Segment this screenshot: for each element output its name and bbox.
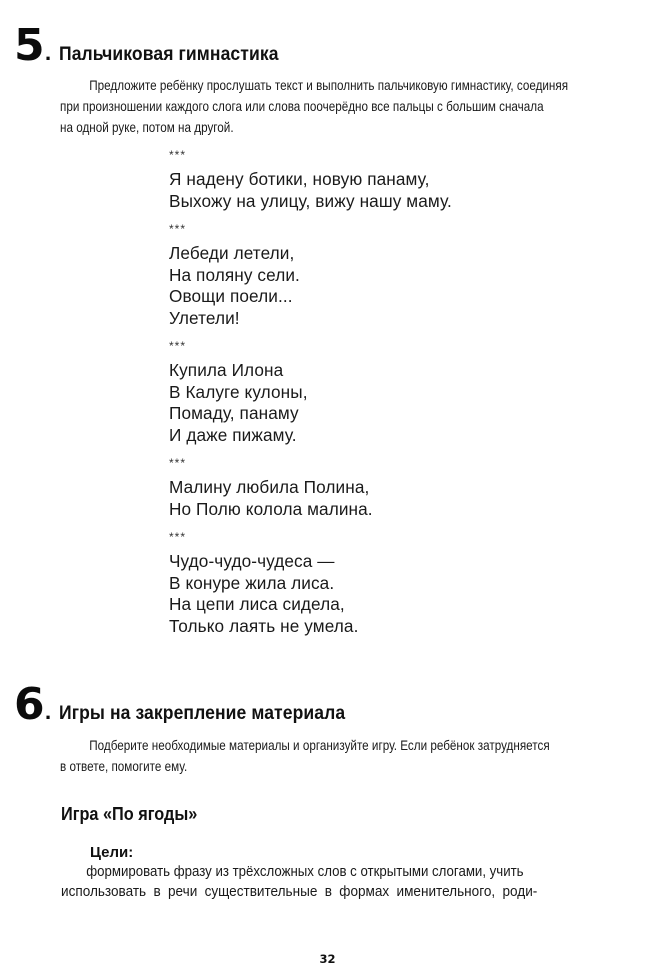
verse-line: Малину любила Полина, — [169, 477, 370, 497]
section-5-dot: . — [44, 44, 52, 65]
verse-line: На поляну сели. — [169, 264, 300, 285]
poem-stanza — [169, 148, 452, 212]
finger-gymnastics-poems — [169, 148, 452, 647]
verse-line: В конуре жила лиса. — [169, 572, 335, 593]
section-6-number: 6 — [14, 679, 44, 730]
verse-line: В Калуге кулоны, — [169, 381, 308, 402]
goals-line: использовать в речи существительные в формах именительного, роди- — [61, 883, 538, 900]
poem-stanza — [169, 339, 452, 446]
verse-line: Только лаять не умела. — [169, 615, 359, 636]
stanza-separator: *** — [169, 148, 187, 162]
stanza-separator: *** — [169, 456, 187, 470]
verse-line: Улетели! — [169, 307, 240, 328]
stanza-separator: *** — [169, 222, 187, 236]
verse-line: Чудо-чудо-чудеса — — [169, 551, 335, 571]
section-5-title: Пальчиковая гимнастика — [59, 43, 280, 65]
verse-line: На цепи лиса сидела, — [169, 594, 345, 614]
instruction-line: на одной руке, потом на другой. — [60, 120, 234, 135]
instruction-line: Предложите ребёнку прослушать текст и выполнить пальчиковую гимнастику, соединяя — [89, 78, 569, 93]
page-number: 32 — [319, 952, 336, 966]
instruction-line: в ответе, помогите ему. — [60, 759, 188, 774]
verse-line: Купила Илона — [169, 360, 284, 380]
verse-line: Лебеди летели, — [169, 243, 295, 263]
instruction-line: Подберите необходимые материалы и организуйте игру. Если ребёнок затрудняется — [89, 738, 550, 753]
section-5-number: 5 — [14, 20, 44, 71]
stanza-separator: *** — [169, 530, 187, 544]
game-title: Игра «По ягоды» — [61, 803, 198, 824]
verse-line: Выхожу на улицу, вижу нашу маму. — [169, 190, 452, 211]
poem-stanza — [169, 530, 452, 637]
goals-label: Цели: — [90, 844, 134, 861]
goals-line: формировать фразу из трёхсложных слов с открытыми слогами, учить — [86, 863, 524, 880]
poem-stanza — [169, 456, 452, 520]
section-5-heading — [14, 20, 303, 71]
verse-line: Помаду, панаму — [169, 403, 299, 423]
verse-line: И даже пижаму. — [169, 424, 297, 445]
instruction-line: при произношении каждого слога или слова поочерёдно все пальцы с большим сначала — [60, 99, 544, 114]
verse-line: Но Полю колола малина. — [169, 498, 373, 519]
verse-line: Я надену ботики, новую панаму, — [169, 169, 430, 189]
stanza-separator: *** — [169, 339, 187, 353]
section-6-dot: . — [44, 703, 52, 724]
section-6-instruction — [60, 735, 623, 777]
section-6-heading — [14, 679, 378, 730]
goals-text — [61, 862, 626, 902]
verse-line: Овощи поели... — [169, 286, 293, 306]
section-6-title: Игры на закрепление материала — [59, 702, 346, 724]
poem-stanza — [169, 222, 452, 329]
section-5-instruction — [60, 75, 623, 138]
